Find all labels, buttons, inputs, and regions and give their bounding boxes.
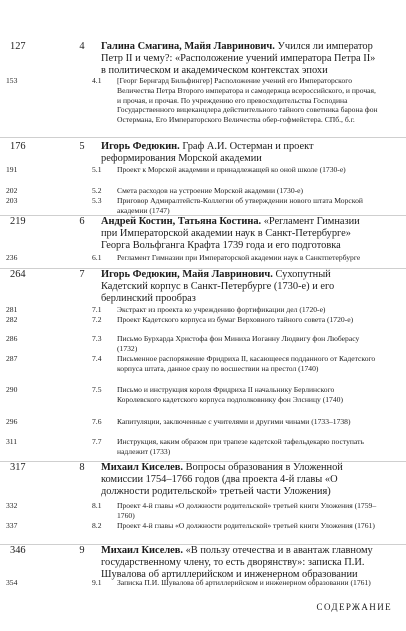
entry-text	[101, 545, 376, 580]
entry-title: Капитуляции, заключенные с учителями и другими чинами (1733–1738)	[117, 417, 351, 426]
divider	[0, 137, 406, 138]
entry-title: Инструкция, каким образом при трапезе кадетской тафельдекарю поступать надлежит (1733)	[117, 437, 364, 456]
entry-title: Регламент Гимназии при Императорской академии наук в Санктпетербурге	[117, 253, 361, 262]
page-number: 354	[6, 578, 18, 587]
section-number: 8.2	[92, 521, 102, 530]
page-number: 337	[6, 521, 18, 530]
chapter-number: 5	[79, 141, 85, 152]
entry-author: Игорь Федюкин.	[101, 141, 180, 152]
chapter-number: 8	[79, 462, 85, 473]
entry-title: Проект к Морской академии и принадлежащей ко оной школе (1730-е)	[117, 165, 346, 174]
page-number: 219	[10, 216, 26, 227]
page-number: 332	[6, 501, 18, 510]
page-number: 317	[10, 462, 26, 473]
entry-title: Граф А.И. Остерман и проект реформирования Морской академии	[101, 141, 314, 164]
chapter-number: 9	[79, 545, 85, 556]
entry-title: Письмо Бурхарда Христофа фон Миниха Иоганну Людвигу фон Люберасу (1732)	[117, 334, 360, 353]
page-number: 281	[6, 305, 18, 314]
page-number: 203	[6, 196, 18, 205]
section-number: 7.3	[92, 334, 102, 343]
section-number: 7.1	[92, 305, 102, 314]
section-number: 7.5	[92, 385, 102, 394]
page-number: 282	[6, 315, 18, 324]
entry-title: Проект Кадетского корпуса из бумаг Верховного тайного совета (1720-е)	[117, 315, 354, 324]
entry-author: Михаил Киселев.	[101, 545, 183, 556]
section-number: 6.1	[92, 253, 102, 262]
chapter-number: 6	[79, 216, 85, 227]
entry-title: Письмо и инструкция короля Фридриха II начальнику Берлинского Королевского кадетского корпуса подполковнику фон Элсницу (1740)	[117, 385, 343, 404]
entry-text	[101, 41, 376, 76]
section-number: 8.1	[92, 501, 102, 510]
section-number: 5.1	[92, 165, 102, 174]
page-number: 290	[6, 385, 18, 394]
page-number: 176	[10, 141, 26, 152]
entry-text	[101, 141, 376, 165]
entry-author: Игорь Федюкин, Майя Лавринович.	[101, 269, 273, 280]
entry-author: Галина Смагина, Майя Лавринович.	[101, 41, 275, 52]
chapter-number: 7	[79, 269, 85, 280]
page-number: 264	[10, 269, 26, 280]
entry-title: «В пользу отечества и в авантаж главному государственному члену, то есть дворянству»: записка П.И. Шувалова об артиллерийском и инженерном образовании	[101, 545, 373, 580]
page-number: 287	[6, 354, 18, 363]
entry-title: [Георг Бернгард Бильфингер] Расположение учений его Императорского Величества Петра Второго императора и самодержца всероссийского, и прочая, и прочая, и прочая. По учреждению его превосходительства Господина Государственного вицеканцлера действительного тайного советника барона фон Остермана, Его Императорского Величества обер-гофмейстера. СПб., б.г.	[117, 76, 378, 125]
page-number: 236	[6, 253, 18, 262]
entry-text	[101, 216, 376, 251]
page-number: 296	[6, 417, 18, 426]
section-number: 5.3	[92, 196, 102, 205]
entry-title: Письменное распоряжение Фридриха II, касающееся подданного от Кадетского корпуса штата, данное сразу по восшествии на престол (1740)	[117, 354, 376, 373]
entry-title: Экстракт из проекта ко учреждению фортификации дел (1720-е)	[117, 305, 326, 314]
chapter-number: 4	[79, 41, 85, 52]
page-number: 286	[6, 334, 18, 343]
section-number: 7.4	[92, 354, 102, 363]
page-number: 153	[6, 76, 18, 85]
section-number: 7.7	[92, 437, 102, 446]
section-number: 7.6	[92, 417, 102, 426]
section-number: 5.2	[92, 186, 102, 195]
section-number: 7.2	[92, 315, 102, 324]
entry-title: Записка П.И. Шувалова об артиллерийском и инженерном образовании (1761)	[117, 578, 371, 587]
section-number: 9.1	[92, 578, 102, 587]
entry-author: Михаил Киселев.	[101, 462, 183, 473]
entry-title: Смета расходов на устроение Морской академии (1730-е)	[117, 186, 304, 195]
page-number: 191	[6, 165, 18, 174]
entry-title: Учился ли император Петр II и чему?: «Расположение учений императора Петра II» в политическом и академическом контекстах эпохи	[101, 41, 376, 76]
section-number: 4.1	[92, 76, 102, 85]
entry-title: Проект 4-й главы «О должности родительской» третьей книги Уложения (1759–1760)	[117, 501, 377, 520]
page-number: 346	[10, 545, 26, 556]
entry-title: Приговор Адмиралтейств-Коллегии об утверждении нового штата Морской академии (1747)	[117, 196, 363, 215]
entry-text	[101, 462, 376, 497]
entry-text	[101, 269, 376, 304]
entry-title: Сухопутный Кадетский корпус в Санкт-Петербурге (1730-е) и его берлинский прообраз	[101, 269, 335, 304]
page-number: 311	[6, 437, 18, 446]
entry-author: Андрей Костин, Татьяна Костина.	[101, 216, 262, 227]
entry-title: Проект 4-й главы «О должности родительской» третьей книги Уложения (1761)	[117, 521, 375, 530]
entry-title: «Регламент Гимназии при Императорской академии наук в Санкт-Петербурге» Георга Вольфганга Крафта 1739 года и его подготовка	[101, 216, 360, 251]
running-footer: СОДЕРЖАНИЕ	[316, 602, 392, 612]
entry-title: Вопросы образования в Уложенной комиссии 1754–1766 годов (два проекта 4-й главы «О должности родительской» третьей части Уложения)	[101, 462, 343, 497]
page-number: 127	[10, 41, 26, 52]
page-number: 202	[6, 186, 18, 195]
